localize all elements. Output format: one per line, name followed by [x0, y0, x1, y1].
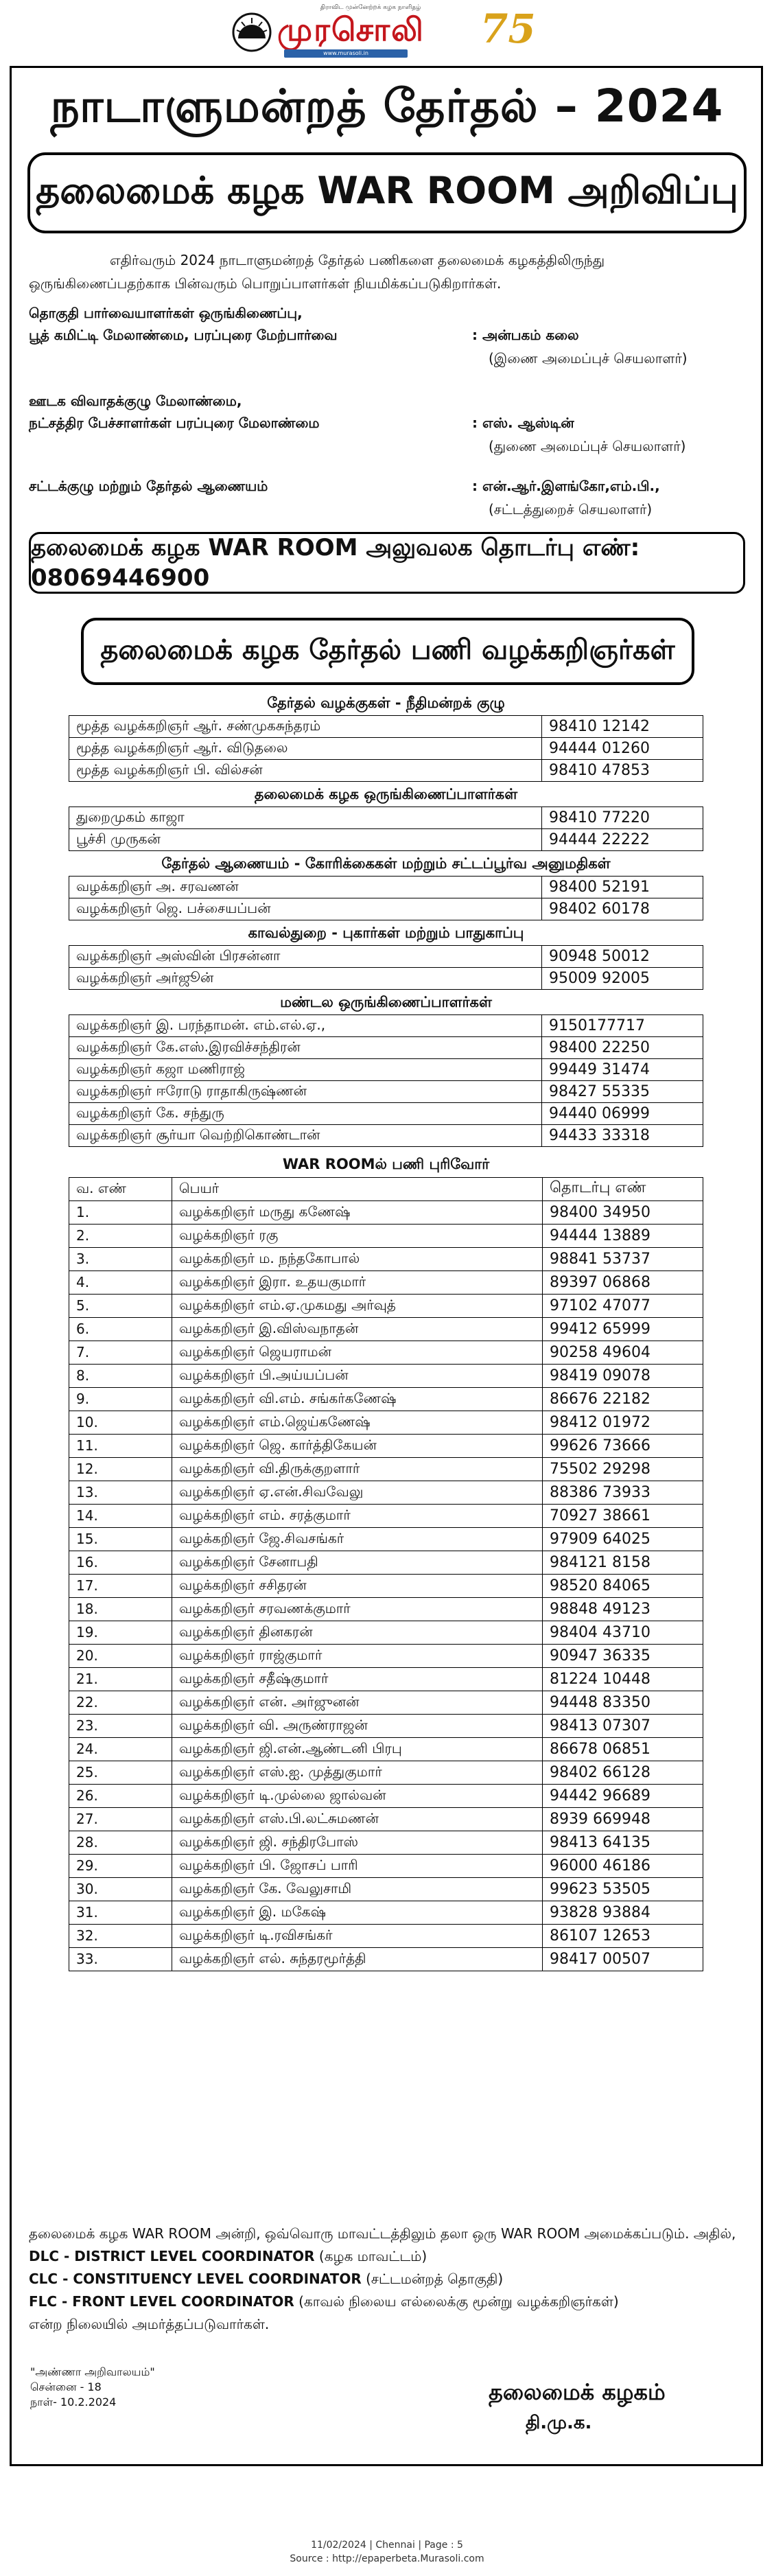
table-row [69, 1504, 703, 1527]
phone-number: 95009 92005 [542, 967, 703, 989]
phone-number: 98427 55335 [542, 1080, 703, 1102]
phone-number: 98402 60178 [542, 898, 703, 920]
lawyer-name: வழக்கறிஞர் சசிதரன் [172, 1574, 543, 1597]
phone-number: 94442 96689 [543, 1784, 703, 1807]
table-row [69, 1102, 703, 1124]
section-zonal-coordinators [69, 993, 703, 1147]
table-row [69, 967, 703, 989]
note-dlc-label: DLC - DISTRICT LEVEL COORDINATOR [29, 2248, 315, 2264]
masthead-subtitle: www.murasoli.in [284, 49, 408, 58]
note-dlc-tamil: (கழக மாவட்டம்) [318, 2248, 427, 2264]
signature-line-2: தி.மு.க. [526, 2413, 592, 2433]
section-heading: மண்டல ஒருங்கிணைப்பாளர்கள் [69, 993, 703, 1014]
phone-number: 94433 33318 [542, 1124, 703, 1146]
anniversary-logo: 75 [480, 5, 536, 52]
section-heading: தலைமைக் கழக ஒருங்கிணைப்பாளர்கள் [69, 785, 703, 807]
table-row [69, 1247, 703, 1270]
table-row [69, 1714, 703, 1737]
appointment-3-name: : என்.ஆர்.இளங்கோ,எம்.பி., [472, 478, 660, 494]
phone-number: 81224 10448 [543, 1667, 703, 1691]
table-row [69, 807, 703, 828]
lawyer-name: வழக்கறிஞர் அர்ஜூன் [69, 967, 542, 989]
table-row [69, 1551, 703, 1574]
phone-number: 99449 31474 [542, 1058, 703, 1080]
address-block [30, 2365, 155, 2410]
table-row [69, 1387, 703, 1411]
phone-number: 90258 49604 [543, 1341, 703, 1364]
lawyer-name: மூத்த வழக்கறிஞர் ஆர். விடுதலை [69, 737, 542, 759]
lawyer-name: வழக்கறிஞர் எம்.ஏ.முகமது அர்வுத் [172, 1294, 543, 1317]
phone-number: 88386 73933 [543, 1481, 703, 1504]
phone-number: 99412 65999 [543, 1317, 703, 1341]
serial-number: 22. [69, 1691, 172, 1714]
phone-number: 94444 01260 [542, 737, 703, 759]
intro-paragraph: எதிர்வரும் 2024 நாடாளுமன்றத் தேர்தல் பணிகளை தலைமைக் கழகத்திலிருந்து ஒருங்கிணைப்பதற்காக பின்வரும் பொறுப்பாளர்கள் நியமிக்கப்படுகிறார்கள். [29, 252, 605, 292]
lawyer-name: துறைமுகம் காஜா [69, 807, 542, 828]
lawyer-name: வழக்கறிஞர் என். அர்ஜுனன் [172, 1691, 543, 1714]
table-row [69, 759, 703, 781]
lawyer-name: வழக்கறிஞர் எல். சுந்தரமூர்த்தி [172, 1947, 543, 1971]
section-hq-coordinators [69, 785, 703, 851]
lawyer-name: வழக்கறிஞர் ஏ.என்.சிவவேலு [172, 1481, 543, 1504]
lawyer-name: வழக்கறிஞர் ரகு [172, 1224, 543, 1247]
appointment-3-role: சட்டக்குழு மற்றும் தேர்தல் ஆணையம் [29, 478, 268, 494]
table-row [69, 1924, 703, 1947]
lawyer-name: வழக்கறிஞர் வி. அருண்ராஜன் [172, 1714, 543, 1737]
table-row [69, 1036, 703, 1058]
phone-number: 98419 09078 [543, 1364, 703, 1387]
serial-number: 4. [69, 1270, 172, 1294]
address-line-2: சென்னை - 18 [30, 2380, 102, 2393]
lawyer-name: வழக்கறிஞர் ஜி.என்.ஆண்டனி பிரபு [172, 1737, 543, 1761]
serial-number: 2. [69, 1224, 172, 1247]
serial-number: 23. [69, 1714, 172, 1737]
lawyer-name: வழக்கறிஞர் சரவணக்குமார் [172, 1597, 543, 1621]
phone-number: 98400 22250 [542, 1036, 703, 1058]
appointment-1-role-line1: தொகுதி பார்வையாளர்கள் ஒருங்கிணைப்பு, [29, 305, 303, 321]
phone-number: 98520 84065 [543, 1574, 703, 1597]
phone-number: 98404 43710 [543, 1621, 703, 1644]
phone-number: 94444 13889 [543, 1224, 703, 1247]
lawyer-name: வழக்கறிஞர் டி.ரவிசங்கர் [172, 1924, 543, 1947]
section-heading: தேர்தல் வழக்குகள் - நீதிமன்றக் குழு [69, 693, 703, 715]
phone-number: 86107 12653 [543, 1924, 703, 1947]
table-row [69, 1901, 703, 1924]
lawyer-name: வழக்கறிஞர் கே. வேலுசாமி [172, 1877, 543, 1901]
lawyer-name: வழக்கறிஞர் பி.அய்யப்பன் [172, 1364, 543, 1387]
table-row [69, 1294, 703, 1317]
notes-paragraph: தலைமைக் கழக WAR ROOM அன்றி, ஒவ்வொரு மாவட்டத்திலும் தலா ஒரு WAR ROOM அமைக்கப்படும். அதில், [29, 2225, 736, 2242]
phone-number: 98417 00507 [543, 1947, 703, 1971]
table-row [69, 898, 703, 920]
table-row [69, 1014, 703, 1036]
lawyer-name: வழக்கறிஞர் கே.எஸ்.இரவிச்சந்திரன் [69, 1036, 542, 1058]
notice-title: தலைமைக் கழக WAR ROOM அறிவிப்பு [27, 152, 747, 233]
section-heading: தேர்தல் ஆணையம் - கோரிக்கைகள் மற்றும் சட்டப்பூர்வ அனுமதிகள் [69, 854, 703, 876]
phone-number: 9150177717 [542, 1014, 703, 1036]
serial-number: 21. [69, 1667, 172, 1691]
lawyer-name: பூச்சி முருகன் [69, 828, 542, 850]
serial-number: 27. [69, 1807, 172, 1831]
masthead-tagline: திராவிட முன்னேற்றக் கழக நாளிதழ் [320, 4, 421, 11]
phone-number: 97909 64025 [543, 1527, 703, 1551]
phone-number: 98410 47853 [542, 759, 703, 781]
lawyer-name: வழக்கறிஞர் ஜே.சிவசங்கர் [172, 1527, 543, 1551]
column-header-phone: தொடர்பு எண் [543, 1177, 703, 1200]
phone-number: 94440 06999 [542, 1102, 703, 1124]
appointment-3-designation: (சட்டத்துறைச் செயலாளர்) [489, 501, 653, 518]
table-row [69, 1457, 703, 1481]
serial-number: 15. [69, 1527, 172, 1551]
phone-number: 75502 29298 [543, 1457, 703, 1481]
serial-number: 18. [69, 1597, 172, 1621]
table-row [69, 1574, 703, 1597]
lawyer-name: வழக்கறிஞர் எம்.ஜெய்கணேஷ் [172, 1411, 543, 1434]
serial-number: 1. [69, 1200, 172, 1224]
serial-number: 10. [69, 1411, 172, 1434]
lawyer-name: வழக்கறிஞர் ஈரோடு ராதாகிருஷ்ணன் [69, 1080, 542, 1102]
table-row [69, 1784, 703, 1807]
table-row [69, 1058, 703, 1080]
masthead [0, 0, 774, 62]
serial-number: 32. [69, 1924, 172, 1947]
phone-number: 98400 34950 [543, 1200, 703, 1224]
serial-number: 25. [69, 1761, 172, 1784]
lawyer-name: வழக்கறிஞர் கஜா மணிராஜ் [69, 1058, 542, 1080]
footer-date-page: 11/02/2024 | Chennai | Page : 5 [311, 2540, 463, 2551]
lawyers-title: தலைமைக் கழக தேர்தல் பணி வழக்கறிஞர்கள் [81, 618, 694, 685]
appointment-1-name: : அன்பகம் கலை [472, 327, 579, 343]
footer-source-link[interactable]: Source : http://epaperbeta.Murasoli.com [290, 2553, 484, 2564]
phone-number: 98400 52191 [542, 876, 703, 898]
table-row [69, 1691, 703, 1714]
lawyer-name: மூத்த வழக்கறிஞர் பி. வில்சன் [69, 759, 542, 781]
table-row [69, 1364, 703, 1387]
table-row [69, 1947, 703, 1971]
table-row [69, 715, 703, 737]
phone-number: 90947 36335 [543, 1644, 703, 1667]
table-row [69, 1644, 703, 1667]
phone-number: 98402 66128 [543, 1761, 703, 1784]
serial-number: 30. [69, 1877, 172, 1901]
table-row [69, 1831, 703, 1854]
section-police [69, 923, 703, 990]
serial-number: 24. [69, 1737, 172, 1761]
appointment-2-role-line1: ஊடக விவாதக்குழு மேலாண்மை, [29, 393, 242, 409]
table-row [69, 1341, 703, 1364]
table-row [69, 1317, 703, 1341]
phone-number: 98413 07307 [543, 1714, 703, 1737]
phone-number: 86676 22182 [543, 1387, 703, 1411]
lawyer-name: வழக்கறிஞர் ஜெ. பச்சையப்பன் [69, 898, 542, 920]
lawyer-name: வழக்கறிஞர் ஜி. சந்திரபோஸ் [172, 1831, 543, 1854]
table-row [69, 1080, 703, 1102]
phone-number: 984121 8158 [543, 1551, 703, 1574]
table-row [69, 1527, 703, 1551]
table-row [69, 1200, 703, 1224]
phone-number: 8939 669948 [543, 1807, 703, 1831]
lawyer-name: வழக்கறிஞர் வி.திருக்குறளார் [172, 1457, 543, 1481]
table-row [69, 1411, 703, 1434]
phone-number: 89397 06868 [543, 1270, 703, 1294]
table-row [69, 1224, 703, 1247]
phone-number: 98848 49123 [543, 1597, 703, 1621]
phone-number: 98841 53737 [543, 1247, 703, 1270]
phone-number: 96000 46186 [543, 1854, 703, 1877]
lawyer-name: வழக்கறிஞர் சேனாபதி [172, 1551, 543, 1574]
serial-number: 9. [69, 1387, 172, 1411]
phone-number: 98410 77220 [542, 807, 703, 828]
table-row [69, 945, 703, 967]
phone-number: 97102 47077 [543, 1294, 703, 1317]
address-line-3: நாள்- 10.2.2024 [30, 2395, 117, 2409]
table-header-row [69, 1177, 703, 1200]
column-header-name: பெயர் [172, 1177, 543, 1200]
address-line-1: "அண்ணா அறிவாலயம்" [30, 2365, 155, 2378]
note-flc [29, 2290, 745, 2313]
serial-number: 20. [69, 1644, 172, 1667]
lawyer-name: வழக்கறிஞர் அஸ்வின் பிரசன்னா [69, 945, 542, 967]
table-row [69, 828, 703, 850]
serial-number: 11. [69, 1434, 172, 1457]
note-clc [29, 2268, 745, 2290]
phone-number: 93828 93884 [543, 1901, 703, 1924]
serial-number: 6. [69, 1317, 172, 1341]
lawyer-name: வழக்கறிஞர் தினகரன் [172, 1621, 543, 1644]
serial-number: 3. [69, 1247, 172, 1270]
war-room-contact: தலைமைக் கழக WAR ROOM அலுவலக தொடர்பு எண்: 08069446900 [29, 532, 745, 594]
note-flc-tamil: (காவல் நிலைய எல்லைக்கு மூன்று வழக்கறிஞர்கள்) [298, 2293, 619, 2310]
lawyer-name: வழக்கறிஞர் ஜெ. கார்த்திகேயன் [172, 1434, 543, 1457]
serial-number: 13. [69, 1481, 172, 1504]
table-row [69, 1737, 703, 1761]
lawyer-name: வழக்கறிஞர் எம். சரத்குமார் [172, 1504, 543, 1527]
table-row [69, 1597, 703, 1621]
lawyer-name: வழக்கறிஞர் டி.முல்லை ஜால்வன் [172, 1784, 543, 1807]
war-room-staff-table [69, 1154, 703, 1971]
lawyer-name: வழக்கறிஞர் ம. நந்தகோபால் [172, 1247, 543, 1270]
table-row [69, 1621, 703, 1644]
note-dlc [29, 2245, 745, 2268]
phone-number: 70927 38661 [543, 1504, 703, 1527]
lawyer-name: வழக்கறிஞர் வி.எம். சங்கர்கணேஷ் [172, 1387, 543, 1411]
lawyer-name: வழக்கறிஞர் சூர்யா வெற்றிகொண்டான் [69, 1124, 542, 1146]
table-row [69, 1854, 703, 1877]
section-election-commission [69, 854, 703, 920]
appointment-1-role-line2: பூத் கமிட்டி மேலாண்மை, பரப்புரை மேற்பார்வை [29, 327, 338, 343]
serial-number: 17. [69, 1574, 172, 1597]
note-flc-label: FLC - FRONT LEVEL COORDINATOR [29, 2293, 294, 2310]
serial-number: 5. [69, 1294, 172, 1317]
table-row [69, 1481, 703, 1504]
table-row [69, 1124, 703, 1146]
lawyer-name: வழக்கறிஞர் எஸ்.பி.லட்சுமணன் [172, 1807, 543, 1831]
lawyer-name: வழக்கறிஞர் மருது கணேஷ் [172, 1200, 543, 1224]
phone-number: 90948 50012 [542, 945, 703, 967]
signature-line-1: தலைமைக் கழகம் [489, 2379, 666, 2405]
section-court-committee [69, 693, 703, 782]
table-row [69, 876, 703, 898]
section-heading: காவல்துறை - புகார்கள் மற்றும் பாதுகாப்பு [69, 923, 703, 945]
serial-number: 16. [69, 1551, 172, 1574]
headline: நாடாளுமன்றத் தேர்தல் – 2024 [50, 80, 724, 132]
table-row [69, 737, 703, 759]
lawyer-name: வழக்கறிஞர் இ. மகேஷ் [172, 1901, 543, 1924]
phone-number: 94448 83350 [543, 1691, 703, 1714]
phone-number: 99626 73666 [543, 1434, 703, 1457]
appointment-1-designation: (இணை அமைப்புச் செயலாளர்) [489, 350, 688, 367]
appointment-2-designation: (துணை அமைப்புச் செயலாளர்) [489, 438, 686, 454]
serial-number: 29. [69, 1854, 172, 1877]
lawyer-name: வழக்கறிஞர் அ. சரவணன் [69, 876, 542, 898]
phone-number: 98412 01972 [543, 1411, 703, 1434]
table-row [69, 1667, 703, 1691]
table-row [69, 1434, 703, 1457]
serial-number: 14. [69, 1504, 172, 1527]
lawyer-name: வழக்கறிஞர் கே. சந்துரு [69, 1102, 542, 1124]
lawyer-name: வழக்கறிஞர் எஸ்.ஐ. முத்துகுமார் [172, 1761, 543, 1784]
phone-number: 94444 22222 [542, 828, 703, 850]
phone-number: 98410 12142 [542, 715, 703, 737]
masthead-title: முரசொலி [277, 11, 425, 48]
lawyer-name: வழக்கறிஞர் இ.விஸ்வநாதன் [172, 1317, 543, 1341]
table-row [69, 1270, 703, 1294]
serial-number: 19. [69, 1621, 172, 1644]
appointment-2-role-line2: நட்சத்திர பேச்சாளர்கள் பரப்புரை மேலாண்மை [29, 415, 320, 431]
rising-sun-emblem-icon [232, 12, 272, 52]
serial-number: 31. [69, 1901, 172, 1924]
table-row [69, 1807, 703, 1831]
lawyer-name: வழக்கறிஞர் சதீஷ்குமார் [172, 1667, 543, 1691]
appointment-2-name: : எஸ். ஆஸ்டின் [472, 415, 574, 431]
notes [29, 2223, 745, 2336]
serial-number: 33. [69, 1947, 172, 1971]
serial-number: 12. [69, 1457, 172, 1481]
lawyer-name: வழக்கறிஞர் ராஜ்குமார் [172, 1644, 543, 1667]
lawyer-name: மூத்த வழக்கறிஞர் ஆர். சண்முகசுந்தரம் [69, 715, 542, 737]
note-clc-tamil: (சட்டமன்றத் தொகுதி) [366, 2271, 504, 2287]
war-room-heading: WAR ROOMல் பணி புரிவோர் [69, 1154, 703, 1177]
phone-number: 98413 64135 [543, 1831, 703, 1854]
column-header-serial: வ. எண் [69, 1177, 172, 1200]
note-clc-label: CLC - CONSTITUENCY LEVEL COORDINATOR [29, 2271, 362, 2287]
phone-number: 86678 06851 [543, 1737, 703, 1761]
table-row [69, 1761, 703, 1784]
serial-number: 26. [69, 1784, 172, 1807]
serial-number: 8. [69, 1364, 172, 1387]
phone-number: 99623 53505 [543, 1877, 703, 1901]
table-row [69, 1877, 703, 1901]
lawyer-name: வழக்கறிஞர் ஜெயராமன் [172, 1341, 543, 1364]
serial-number: 28. [69, 1831, 172, 1854]
serial-number: 7. [69, 1341, 172, 1364]
lawyer-name: வழக்கறிஞர் இரா. உதயகுமார் [172, 1270, 543, 1294]
lawyer-name: வழக்கறிஞர் இ. பரந்தாமன். எம்.எல்.ஏ., [69, 1014, 542, 1036]
lawyer-name: வழக்கறிஞர் பி. ஜோசப் பாரி [172, 1854, 543, 1877]
notes-closing: என்ற நிலையில் அமர்த்தப்படுவார்கள். [29, 2316, 270, 2332]
